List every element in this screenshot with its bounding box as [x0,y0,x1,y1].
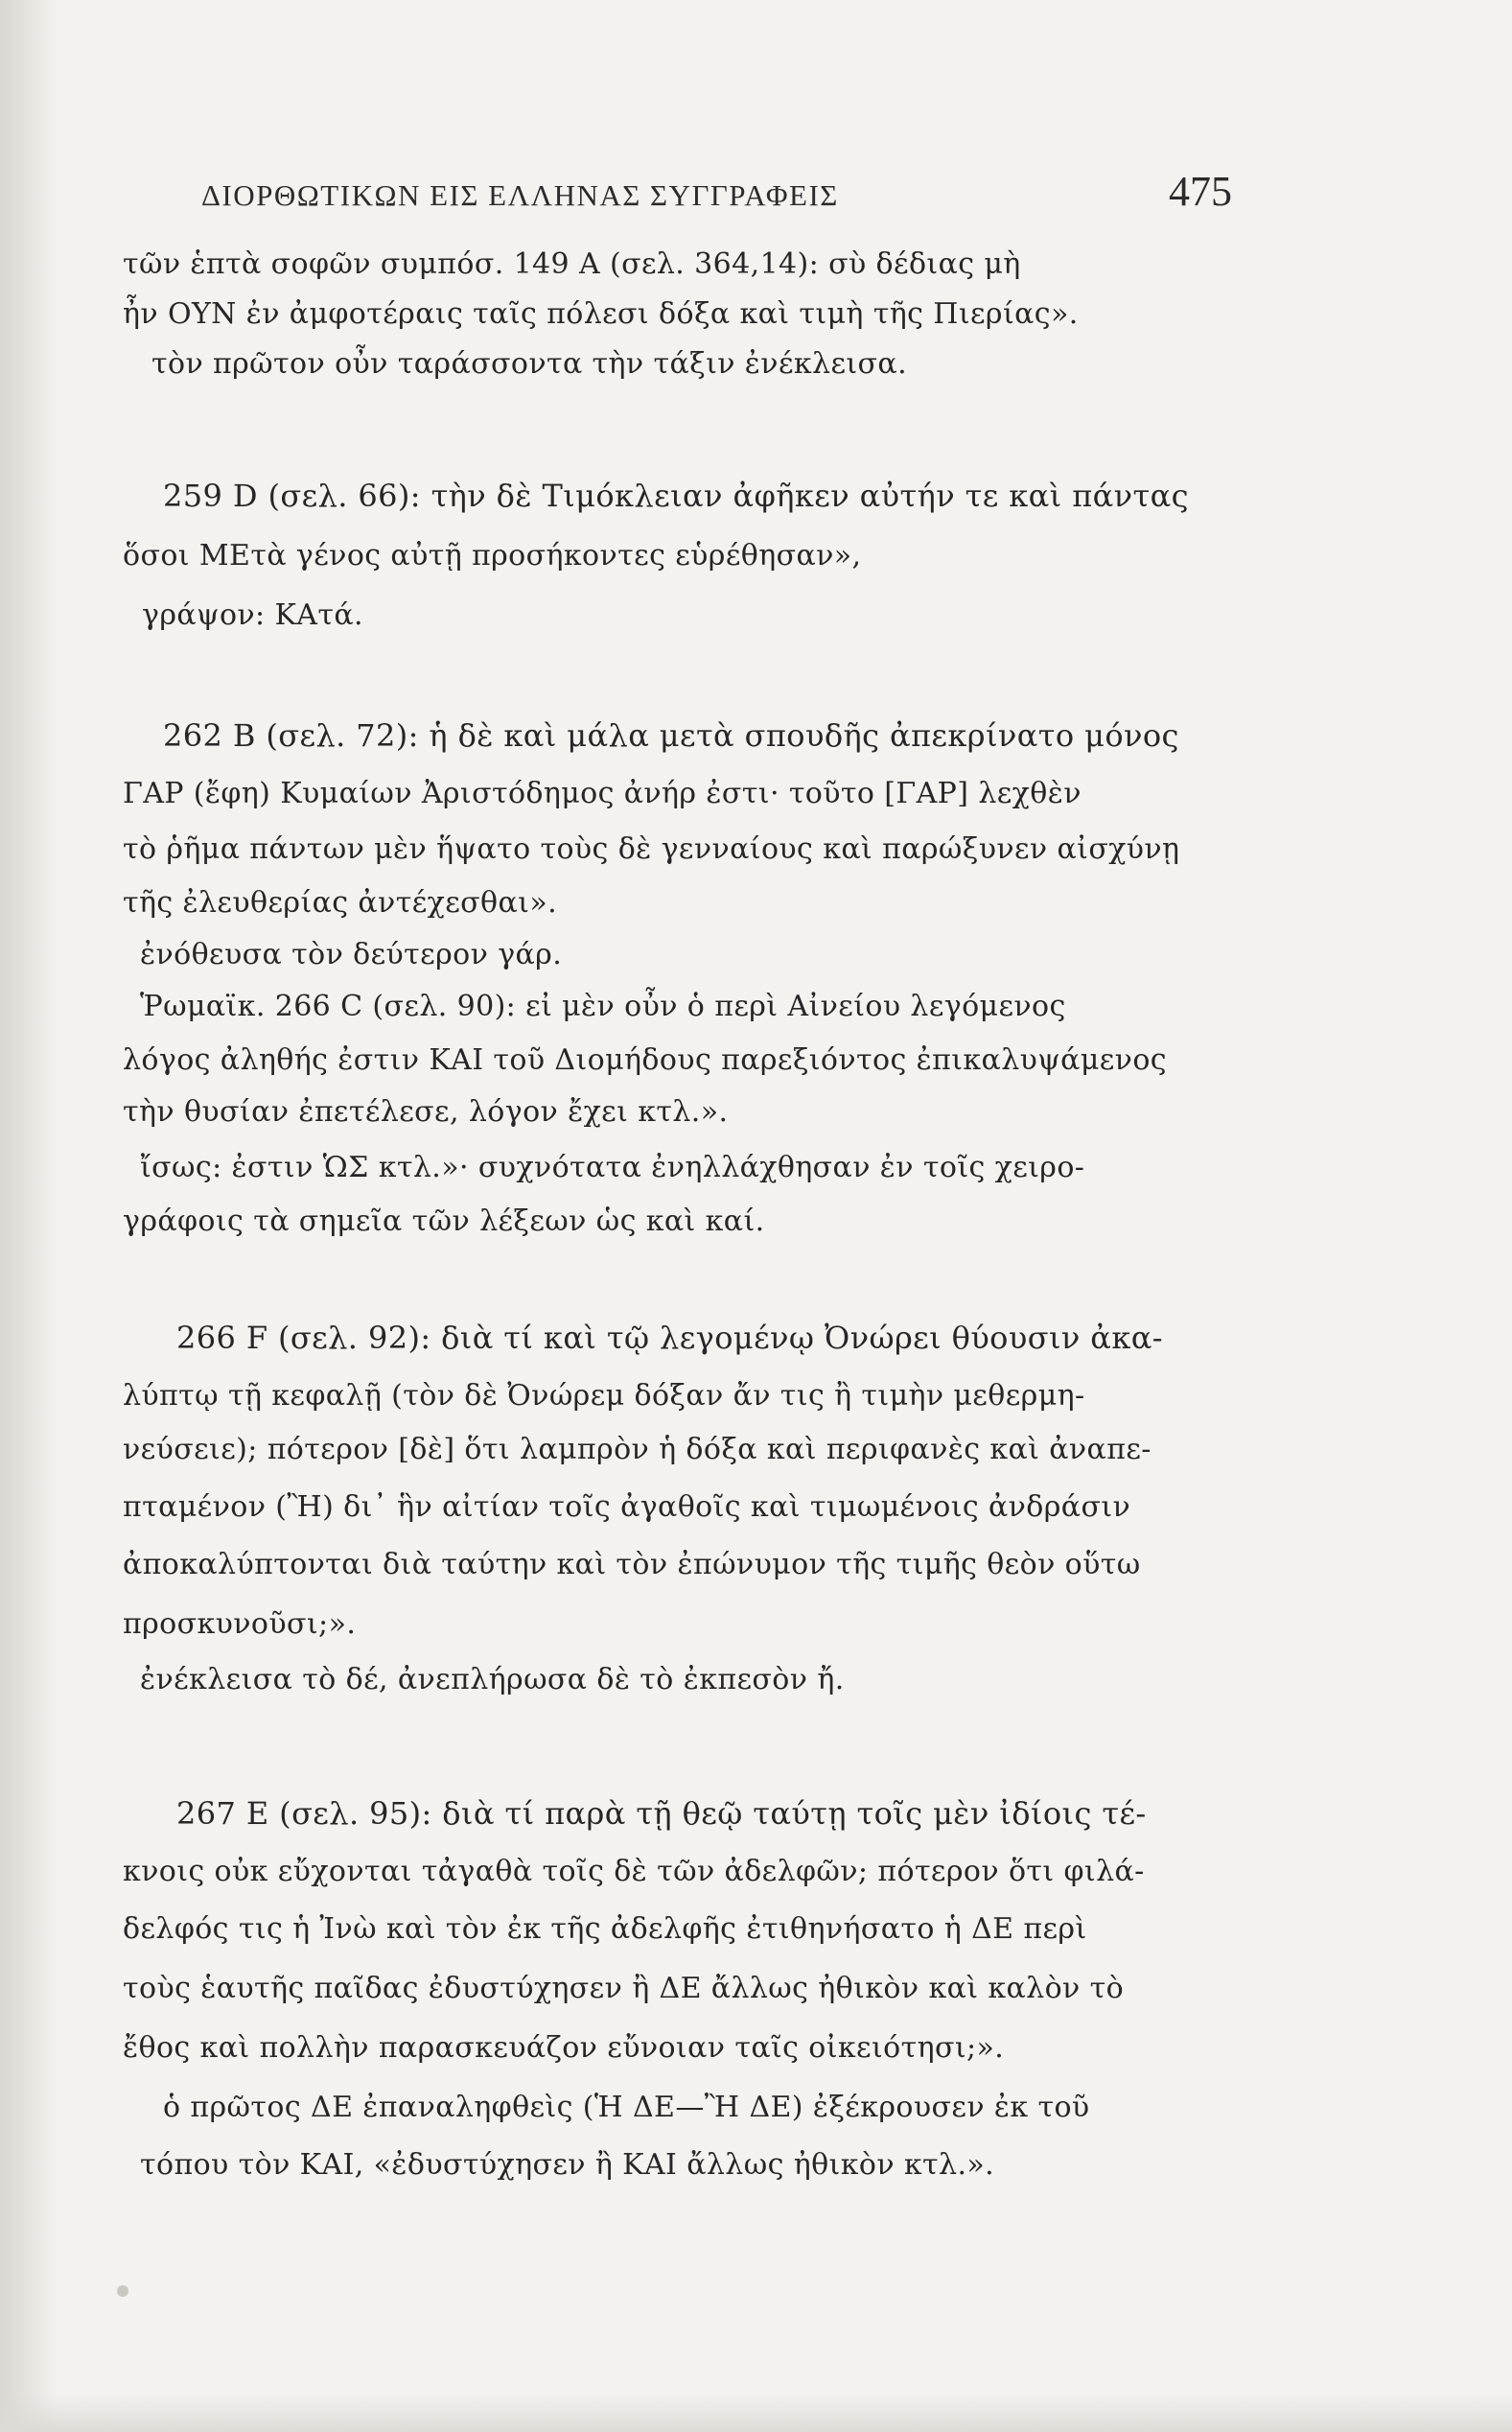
text-line: πταμένον (Ἢ) δι᾽ ἣν αἰτίαν τοῖς ἀγαθοῖς καὶ τιμωμένοις ἀνδράσιν [123,1490,1131,1524]
text-line: γράψον: ΚΑτά. [142,598,363,632]
page-number: 475 [1169,168,1232,215]
running-title: ΔΙΟΡΘΩΤΙΚΩΝ ΕΙΣ ΕΛΛΗΝΑΣ ΣΥΓΓΡΑΦΕΙΣ [201,178,839,212]
text-line: ἐνέκλεισα τὸ δέ, ἀνεπλήρωσα δὲ τὸ ἐκπεσὸν ἤ. [140,1663,845,1696]
text-line: ὁ πρῶτος ΔΕ ἐπαναληφθεὶς (Ἡ ΔΕ—Ἢ ΔΕ) ἐξέκρουσεν ἐκ τοῦ [163,2091,1090,2124]
text-line: γράφοις τὰ σημεῖα τῶν λέξεων ὡς καὶ καί. [123,1204,765,1238]
paper-speck [117,2285,128,2297]
text-line: ἀποκαλύπτονται διὰ ταύτην καὶ τὸν ἐπώνυμον τῆς τιμῆς θεὸν οὕτω [123,1548,1141,1581]
text-line: τοὺς ἑαυτῆς παῖδας ἐδυστύχησεν ἢ ΔΕ ἄλλως ἠθικὸν καὶ καλὸν τὸ [123,1972,1125,2005]
text-line: νεύσειε); πότερον [δὲ] ὅτι λαμπρὸν ἡ δόξα καὶ περιφανὲς καὶ ἀναπε- [123,1433,1151,1466]
text-line: ὅσοι ΜΕτὰ γένος αὐτῇ προσήκοντες εὑρέθησαν», [123,539,862,573]
text-line: τὴν θυσίαν ἐπετέλεσε, λόγον ἔχει κτλ.». [123,1095,729,1129]
text-line: προσκυνοῦσι;». [123,1607,357,1641]
text-line: τὸ ῥῆμα πάντων μὲν ἥψατο τοὺς δὲ γενναίους καὶ παρώξυνεν αἰσχύνῃ [123,832,1180,866]
text-line: ἴσως: ἐστιν ὩΣ κτλ.»· συχνότατα ἐνηλλάχθησαν ἐν τοῖς χειρο- [140,1151,1085,1184]
text-line: τῶν ἑπτὰ σοφῶν συμπόσ. 149 Α (σελ. 364,14): σὺ δέδιας μὴ [123,247,1021,281]
text-line: κνοις οὐκ εὔχονται τἀγαθὰ τοῖς δὲ τῶν ἀδελφῶν; πότερον ὅτι φιλά- [123,1855,1145,1888]
text-line: λύπτῳ τῇ κεφαλῇ (τὸν δὲ Ὀνώρεμ δόξαν ἄν τις ἢ τιμὴν μεθερμη- [123,1379,1085,1413]
text-line: δελφός τις ἡ Ἰνὼ καὶ τὸν ἐκ τῆς ἀδελφῆς ἐτιθηνήσατο ἡ ΔΕ περὶ [123,1912,1087,1946]
page-bottom-edge [0,2394,1512,2432]
running-header [201,161,1232,219]
text-line: ΓΑΡ (ἔφη) Κυμαίων Ἀριστόδημος ἀνήρ ἐστι· τοῦτο [ΓΑΡ] λεχθὲν [123,777,1082,810]
text-line: λόγος ἀληθής ἐστιν ΚΑΙ τοῦ Διομήδους παρεξιόντος ἐπικαλυψάμενος [123,1043,1167,1077]
text-line: τὸν πρῶτον οὖν ταράσσοντα τὴν τάξιν ἐνέκλεισα. [151,347,908,381]
text-line: 262 B (σελ. 72): ἡ δὲ καὶ μάλα μετὰ σπουδῆς ἀπεκρίνατο μόνος [163,717,1179,754]
text-line: ἦν ΟΥΝ ἐν ἀμφοτέραις ταῖς πόλεσι δόξα καὶ τιμὴ τῆς Πιερίας». [123,297,1079,331]
text-line: ἔθος καὶ πολλὴν παρασκευάζον εὔνοιαν ταῖς οἰκειότησι;». [123,2031,1005,2065]
text-line: ἐνόθευσα τὸν δεύτερον γάρ. [140,938,563,971]
text-line: Ῥωμαϊκ. 266 C (σελ. 90): εἰ μὲν οὖν ὁ περὶ Αἰνείου λεγόμενος [140,990,1066,1023]
text-line: 266 F (σελ. 92): διὰ τί καὶ τῷ λεγομένῳ Ὀνώρει θύουσιν ἀκα- [176,1320,1163,1356]
text-line: τῆς ἐλευθερίας ἀντέχεσθαι». [123,886,558,920]
page-gutter-shadow [0,0,58,2432]
text-line: 259 D (σελ. 66): τὴν δὲ Τιμόκλειαν ἀφῆκεν αὐτήν τε καὶ πάντας [163,478,1189,514]
text-line: τόπου τὸν ΚΑΙ, «ἐδυστύχησεν ἢ ΚΑΙ ἄλλως ἠθικὸν κτλ.». [140,2148,995,2182]
text-line: 267 E (σελ. 95): διὰ τί παρὰ τῇ θεῷ ταύτῃ τοῖς μὲν ἰδίοις τέ- [176,1795,1147,1832]
